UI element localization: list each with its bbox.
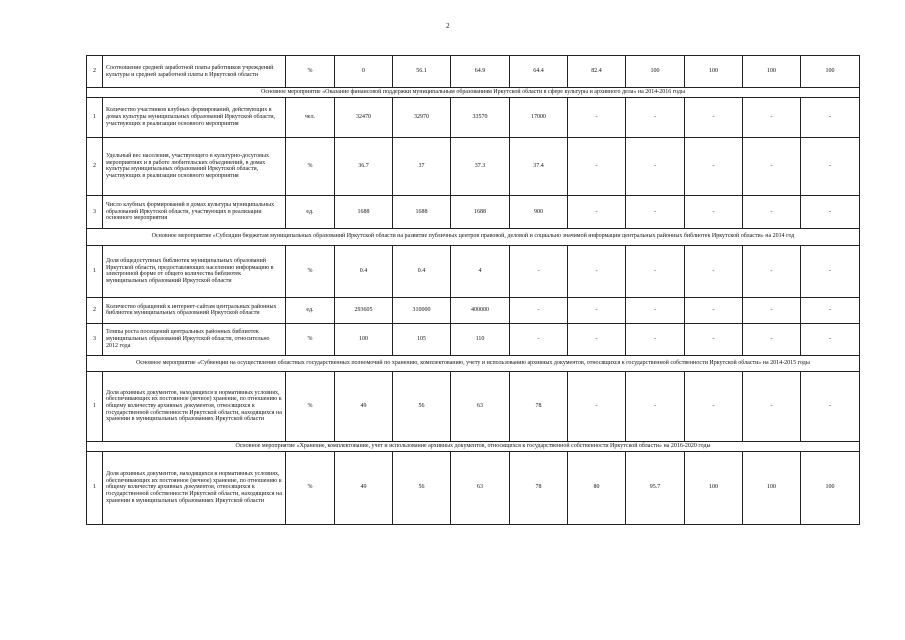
value-cell: - — [801, 323, 860, 355]
indicator-name: Количество обращений к интернет-сайтам центральных районных библиотек муниципальных образований Иркутской области — [103, 297, 286, 323]
value-cell: 400000 — [451, 297, 510, 323]
row-number: 1 — [87, 245, 103, 297]
value-cell: - — [743, 371, 801, 441]
unit-cell: ед. — [286, 195, 335, 228]
indicator-name: Доля архивных документов, находящихся в нормативных условиях, обеспечивающих их постоянное (вечное) хранение, по отношению к общему количеству архивных документов, относящихся к государственной собственности Иркутской области, находящихся на хранении в муниципальных образованиях Иркутской области — [103, 371, 286, 441]
value-cell: - — [743, 245, 801, 297]
value-cell: - — [743, 97, 801, 137]
value-cell: - — [743, 323, 801, 355]
value-cell: 900 — [510, 195, 568, 228]
unit-cell: % — [286, 56, 335, 88]
value-cell: 32470 — [335, 97, 393, 137]
value-cell: - — [801, 297, 860, 323]
value-cell: - — [510, 297, 568, 323]
section-title: Основное мероприятие «Субсидии бюджетам муниципальных образований Иркутской области на развитие публичных центров правовой, деловой и социально значимой информации центральных районных библиотек Иркутской области» на 2014 год — [87, 228, 860, 245]
value-cell: - — [626, 245, 685, 297]
value-cell: - — [568, 297, 626, 323]
value-cell: 49 — [335, 451, 393, 524]
value-cell: 100 — [626, 56, 685, 88]
value-cell: - — [685, 323, 743, 355]
indicator-name: Соотношение средней заработной платы работников учреждений культуры и средней заработной платы в Иркутской области — [103, 56, 286, 88]
table-row — [87, 56, 860, 88]
section-title: Основное мероприятие «Хранение, комплектование, учет и использование архивных документов, относящихся к государственной собственности Иркутской области» на 2016-2020 годы — [87, 441, 860, 451]
unit-cell: % — [286, 451, 335, 524]
value-cell: - — [626, 137, 685, 195]
value-cell: 78 — [510, 371, 568, 441]
value-cell: - — [685, 195, 743, 228]
indicator-name: Темпы роста посещений центральных районных библиотек муниципальных образований Иркутской области, относительно 2012 года — [103, 323, 286, 355]
value-cell: 4 — [451, 245, 510, 297]
section-title: Основное мероприятие «Субвенции на осуществление областных государственных полномочий по хранению, комплектованию, учету и использованию архивных документов, относящихся к государственной собственности Иркутской области» на 2014-2015 годы — [87, 355, 860, 371]
value-cell: 56.1 — [393, 56, 451, 88]
value-cell: - — [568, 323, 626, 355]
value-cell: - — [568, 245, 626, 297]
value-cell: - — [568, 137, 626, 195]
value-cell: 310000 — [393, 297, 451, 323]
value-cell: - — [743, 195, 801, 228]
value-cell: - — [510, 245, 568, 297]
section-row — [87, 228, 860, 245]
indicator-name: Доля архивных документов, находящихся в нормативных условиях, обеспечивающих их постоянное (вечное) хранение, по отношению к общему количеству архивных документов, относящихся к государственной собственности Иркутской области, находящихся на хранении в муниципальных образованиях Иркутской области — [103, 451, 286, 524]
value-cell: 0.4 — [335, 245, 393, 297]
value-cell: 1688 — [393, 195, 451, 228]
indicator-name: Количество участников клубных формирований, действующих в домах культуры муниципальных образований Иркутской области, участвующих в реализации основного мероприятия — [103, 97, 286, 137]
unit-cell: % — [286, 137, 335, 195]
value-cell: 37.3 — [451, 137, 510, 195]
value-cell: 100 — [685, 56, 743, 88]
value-cell: 100 — [743, 451, 801, 524]
value-cell: 293605 — [335, 297, 393, 323]
value-cell: 100 — [801, 451, 860, 524]
table-row — [87, 371, 860, 441]
row-number: 1 — [87, 451, 103, 524]
section-row — [87, 441, 860, 451]
section-title: Основное мероприятие «Оказание финансовой поддержки муниципальным образованиям Иркутской области в сфере культуры и архивного дела» на 2014-2016 годы — [87, 88, 860, 98]
value-cell: 105 — [393, 323, 451, 355]
value-cell: - — [685, 371, 743, 441]
value-cell: 100 — [335, 323, 393, 355]
value-cell: - — [626, 195, 685, 228]
value-cell: 1688 — [451, 195, 510, 228]
value-cell: 37 — [393, 137, 451, 195]
indicators-table — [86, 55, 860, 525]
value-cell: 1688 — [335, 195, 393, 228]
table-row — [87, 245, 860, 297]
row-number: 1 — [87, 97, 103, 137]
value-cell: - — [626, 323, 685, 355]
value-cell: - — [801, 195, 860, 228]
indicator-name: Число клубных формирований в домах культуры муниципальных образований Иркутской области, участвующих в реализации основного мероприятия — [103, 195, 286, 228]
value-cell: 63 — [451, 371, 510, 441]
value-cell: 64.9 — [451, 56, 510, 88]
value-cell: - — [743, 137, 801, 195]
value-cell: 78 — [510, 451, 568, 524]
value-cell: - — [801, 245, 860, 297]
unit-cell: чел. — [286, 97, 335, 137]
unit-cell: % — [286, 371, 335, 441]
value-cell: - — [801, 137, 860, 195]
row-number: 2 — [87, 56, 103, 88]
row-number: 2 — [87, 297, 103, 323]
section-row — [87, 355, 860, 371]
value-cell: 100 — [801, 56, 860, 88]
table-row — [87, 97, 860, 137]
value-cell: 32970 — [393, 97, 451, 137]
section-row — [87, 88, 860, 98]
unit-cell: % — [286, 245, 335, 297]
table-row — [87, 137, 860, 195]
value-cell: 56 — [393, 451, 451, 524]
value-cell: - — [568, 195, 626, 228]
value-cell: 36.7 — [335, 137, 393, 195]
unit-cell: % — [286, 323, 335, 355]
indicator-name: Доля общедоступных библиотек муниципальных образований Иркутской области, предоставляющих населению информацию в электронной форме от общего количества библиотек муниципальных образований Иркутской области — [103, 245, 286, 297]
value-cell: - — [568, 97, 626, 137]
value-cell: - — [685, 97, 743, 137]
value-cell: - — [510, 323, 568, 355]
table-row — [87, 195, 860, 228]
value-cell: - — [801, 97, 860, 137]
row-number: 2 — [87, 137, 103, 195]
value-cell: 82.4 — [568, 56, 626, 88]
table-row — [87, 323, 860, 355]
table-row — [87, 297, 860, 323]
indicator-name: Удельный вес населения, участвующего в культурно-досуговых мероприятиях и в работе любительских объединений, в домах культуры муниципальных образований Иркутской области, участвующих в реализации основного мероприятия — [103, 137, 286, 195]
value-cell: - — [685, 245, 743, 297]
value-cell: 0 — [335, 56, 393, 88]
value-cell: 80 — [568, 451, 626, 524]
row-number: 3 — [87, 323, 103, 355]
value-cell: - — [801, 371, 860, 441]
value-cell: 49 — [335, 371, 393, 441]
row-number: 1 — [87, 371, 103, 441]
value-cell: 56 — [393, 371, 451, 441]
value-cell: 64.4 — [510, 56, 568, 88]
value-cell: - — [743, 297, 801, 323]
row-number: 3 — [87, 195, 103, 228]
unit-cell: ед. — [286, 297, 335, 323]
value-cell: - — [685, 297, 743, 323]
value-cell: - — [568, 371, 626, 441]
value-cell: 100 — [685, 451, 743, 524]
table-row — [87, 451, 860, 524]
value-cell: 0.4 — [393, 245, 451, 297]
value-cell: 110 — [451, 323, 510, 355]
value-cell: 95.7 — [626, 451, 685, 524]
value-cell: - — [626, 371, 685, 441]
value-cell: 17000 — [510, 97, 568, 137]
table-body — [87, 56, 860, 525]
value-cell: 100 — [743, 56, 801, 88]
value-cell: - — [626, 97, 685, 137]
value-cell: 63 — [451, 451, 510, 524]
value-cell: 37.4 — [510, 137, 568, 195]
value-cell: 33570 — [451, 97, 510, 137]
value-cell: - — [626, 297, 685, 323]
value-cell: - — [685, 137, 743, 195]
page-number: 2 — [446, 22, 450, 30]
